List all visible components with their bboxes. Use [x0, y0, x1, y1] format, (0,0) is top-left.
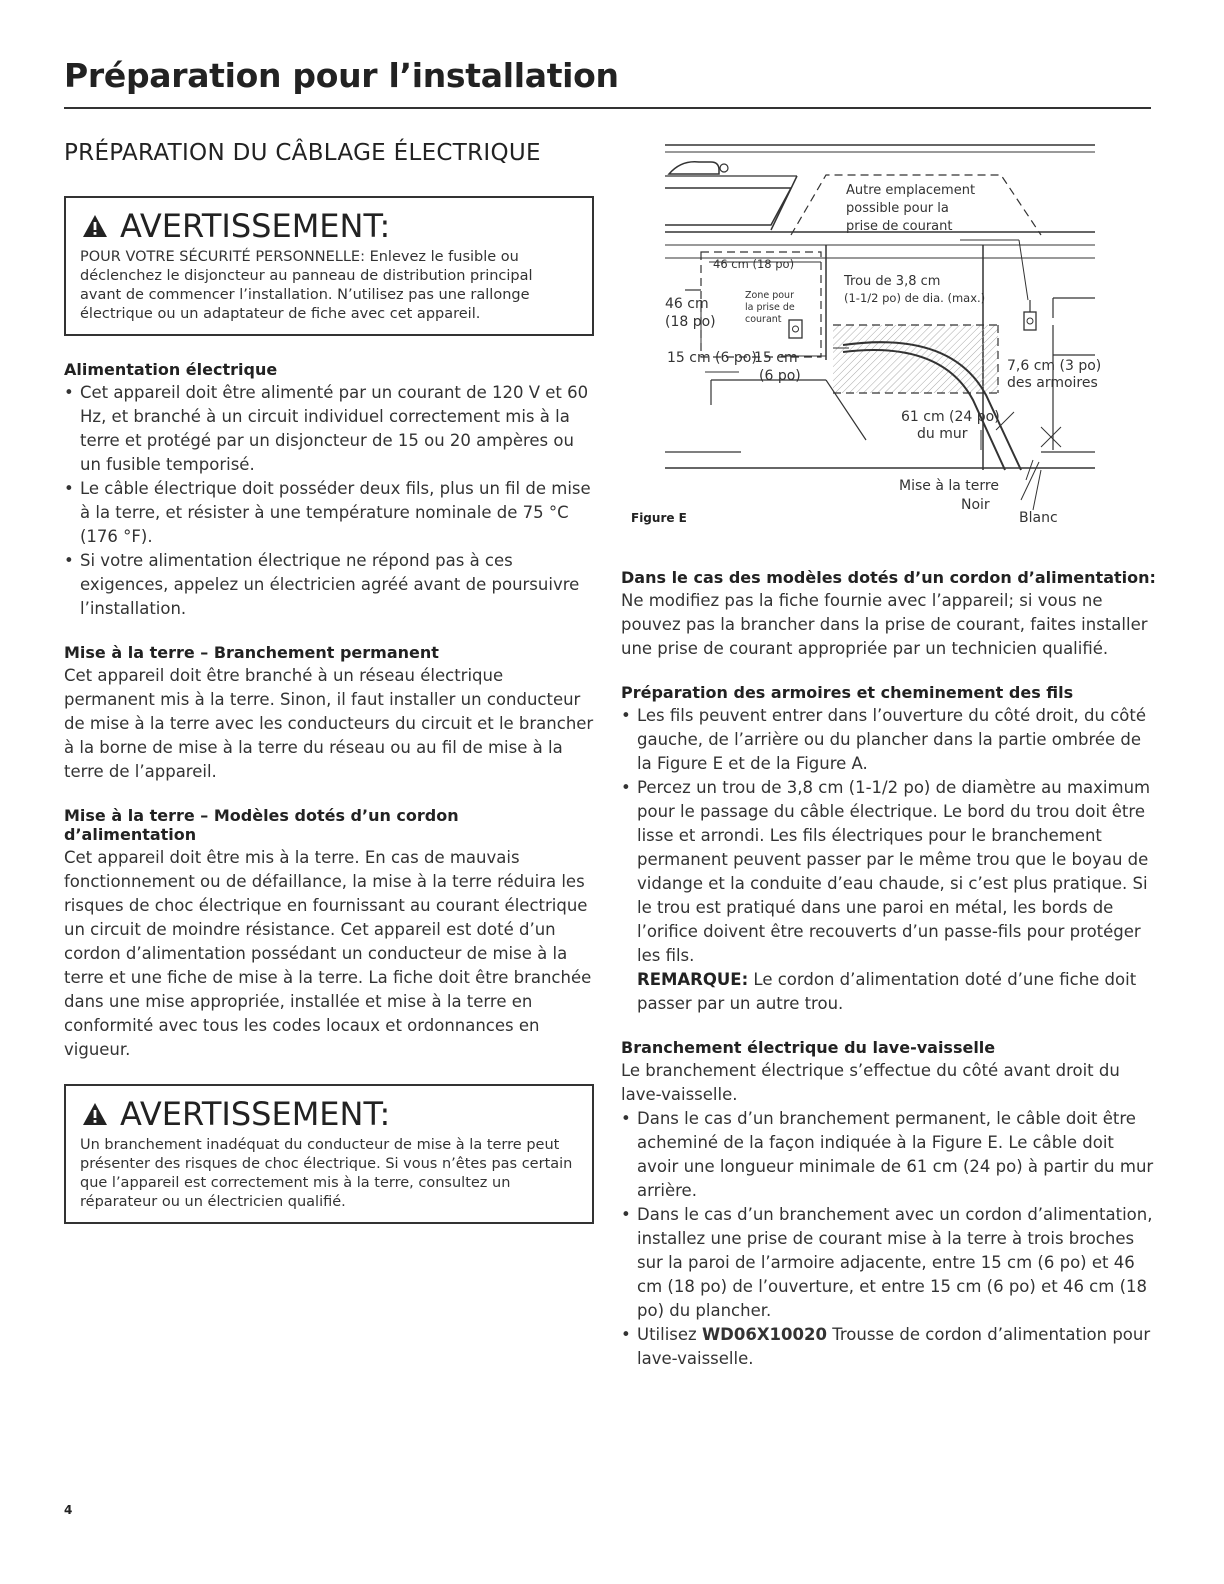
fig-hole-2: (1-1/2 po) de dia. (max.)	[844, 291, 986, 305]
list-item: • Le câble électrique doit posséder deux fils, plus un fil de mise à la terre, et résister à une température nominale de 75 °C (176 °F).	[64, 477, 594, 549]
list-item: • Dans le cas d’un branchement permanent, le câble doit être acheminé de la façon indiquée à la Figure E. Le câble doit avoir une longueur minimale de 61 cm (24 po) à partir du mur arrière.	[621, 1107, 1156, 1203]
fig-hole-1: Trou de 3,8 cm	[844, 274, 941, 289]
cord-models-section	[621, 568, 1156, 661]
list-item: • Si votre alimentation électrique ne répond pas à ces exigences, appelez un électricien agréé avant de poursuivre l’installation.	[64, 549, 594, 621]
fig-cabinets-2: des armoires	[1007, 375, 1098, 391]
warning-text: POUR VOTRE SÉCURITÉ PERSONNELLE: Enlevez le fusible ou déclenchez le disjoncteur au panneau de distribution principal avant de commencer l’installation. N’utilisez pas une rallonge électrique ou un adaptateur de fiche avec cet appareil.	[80, 249, 533, 322]
fig-zone-3: courant	[745, 314, 782, 325]
ground-cord-heading: Mise à la terre – Modèles dotés d’un cordon d’alimentation	[64, 806, 459, 844]
power-supply-heading: Alimentation électrique	[64, 360, 278, 379]
cord-models-heading: Dans le cas des modèles dotés d’un cordon d’alimentation:	[621, 568, 1156, 587]
fig-white: Blanc	[1019, 510, 1058, 526]
page-title: Préparation pour l’installation	[64, 56, 619, 95]
ground-cord-section	[64, 806, 594, 1062]
fig-dim-46-cm: 46 cm	[665, 296, 709, 312]
figure-label: Figure E	[631, 511, 687, 525]
cabinet-prep-section	[621, 683, 1156, 1016]
list-item-pre: Utilisez	[637, 1325, 697, 1344]
ground-permanent-heading: Mise à la terre – Branchement permanent	[64, 643, 439, 662]
cabinet-prep-list	[621, 704, 1156, 1016]
note-label: REMARQUE:	[637, 970, 749, 989]
warning-header	[82, 208, 578, 244]
cabinet-prep-heading: Préparation des armoires et cheminement des fils	[621, 683, 1074, 702]
warning-icon	[82, 214, 108, 238]
fig-zone-2: la prise de	[745, 302, 795, 313]
fig-alt-location-3: prise de courant	[846, 219, 953, 234]
warning-box-ground	[64, 1084, 594, 1224]
title-divider	[64, 107, 1151, 109]
fig-alt-location-1: Autre emplacement	[846, 183, 976, 198]
list-item	[621, 776, 1156, 1016]
list-item: • Cet appareil doit être alimenté par un courant de 120 V et 60 Hz, et branché à un circuit individuel correctement mis à la terre et protégé par un disjoncteur de 15 ou 20 ampères ou un fusible temporisé.	[64, 381, 594, 477]
warning-header	[82, 1096, 578, 1132]
dishwasher-connection-heading: Branchement électrique du lave-vaisselle	[621, 1038, 996, 1057]
fig-cabinets-1: 7,6 cm (3 po)	[1007, 358, 1102, 374]
right-column	[621, 140, 1156, 1393]
fig-dim-15-right-po: (6 po)	[759, 368, 801, 384]
dishwasher-connection-list	[621, 1107, 1156, 1371]
power-supply-section	[64, 360, 594, 621]
fig-alt-location-2: possible pour la	[846, 201, 949, 216]
list-item-text: Percez un trou de 3,8 cm (1-1/2 po) de diamètre au maximum pour le passage du câble électrique. Le bord du trou doit être lisse et arrondi. Les fils électriques pour le branchement permanent peuvent passer par le même trou que le boyau de vidange et la conduite d’eau chaude, si c’est plus pratique. Si le trou est pratiqué dans une paroi en métal, les bords de l’orifice doivent être recouverts d’un passe-fils pour protéger les fils.	[637, 778, 1151, 965]
fig-wall-2: du mur	[917, 426, 968, 442]
fig-wall-1: 61 cm (24 po)	[901, 409, 1000, 425]
fig-dim-15-left: 15 cm (6 po)	[667, 350, 757, 366]
left-column	[64, 140, 594, 1224]
power-supply-list	[64, 381, 594, 621]
ground-permanent-section	[64, 643, 594, 784]
dishwasher-connection-text: Le branchement électrique s’effectue du côté avant droit du lave-vaisselle.	[621, 1061, 1120, 1104]
warning-text: Un branchement inadéquat du conducteur de mise à la terre peut présenter des risques de choc électrique. Si vous n’êtes pas certain que l’appareil est correctement mis à la terre, consultez un réparateur ou un électricien qualifié.	[80, 1137, 573, 1210]
list-item	[621, 1323, 1156, 1371]
cord-models-text: Ne modifiez pas la fiche fournie avec l’appareil; si vous ne pouvez pas la brancher dans la prise de courant, faites installer une prise de courant appropriée par un technicien qualifié.	[621, 591, 1148, 658]
list-item: • Les fils peuvent entrer dans l’ouverture du côté droit, du côté gauche, de l’arrière ou du plancher dans la partie ombrée de la Figure E et de la Figure A.	[621, 704, 1156, 776]
warning-label: AVERTISSEMENT:	[120, 207, 391, 245]
warning-label: AVERTISSEMENT:	[120, 1095, 391, 1133]
fig-dim-46-top: 46 cm (18 po)	[713, 257, 795, 271]
warning-box-power	[64, 196, 594, 336]
ground-permanent-text: Cet appareil doit être branché à un réseau électrique permanent mis à la terre. Sinon, il faut installer un conducteur de mise à la terre avec les conducteurs du circuit et le brancher à la borne de mise à la terre du réseau ou au fil de mise à la terre de l’appareil.	[64, 666, 594, 781]
part-number: WD06X10020	[701, 1325, 827, 1344]
wiring-diagram	[621, 140, 1156, 540]
fig-zone-1: Zone pour	[745, 290, 794, 301]
page-number: 4	[64, 1503, 73, 1517]
warning-icon	[82, 1102, 108, 1126]
list-item-post: Trousse de cordon d’alimentation pour lave-vaisselle.	[637, 1325, 1151, 1368]
fig-dim-46-po: (18 po)	[665, 314, 716, 330]
list-item: • Dans le cas d’un branchement avec un cordon d’alimentation, installez une prise de courant mise à la terre à trois broches sur la paroi de l’armoire adjacente, entre 15 cm (6 po) et 46 cm (18 po) de l’ouverture, et entre 15 cm (6 po) et 46 cm (18 po) du plancher.	[621, 1203, 1156, 1323]
section-heading: PRÉPARATION DU CÂBLAGE ÉLECTRIQUE	[64, 140, 541, 166]
fig-ground: Mise à la terre	[899, 478, 999, 494]
figure-e	[621, 140, 1156, 540]
ground-cord-text: Cet appareil doit être mis à la terre. En cas de mauvais fonctionnement ou de défaillance, la mise à la terre réduira les risques de choc électrique en fournissant au courant électrique un circuit de moindre résistance. Cet appareil est doté d’un cordon d’alimentation possédant un conducteur de mise à la terre et une fiche de mise à la terre. La fiche doit être branchée dans une mise appropriée, installée et mise à la terre en conformité avec tous les codes locaux et ordonnances en vigueur.	[64, 848, 592, 1059]
fig-dim-15-right-cm: 15 cm	[754, 350, 798, 366]
dishwasher-connection-section	[621, 1038, 1156, 1371]
note-text: Le cordon d’alimentation doté d’une fiche doit passer par un autre trou.	[637, 970, 1137, 1013]
fig-black: Noir	[961, 497, 990, 513]
